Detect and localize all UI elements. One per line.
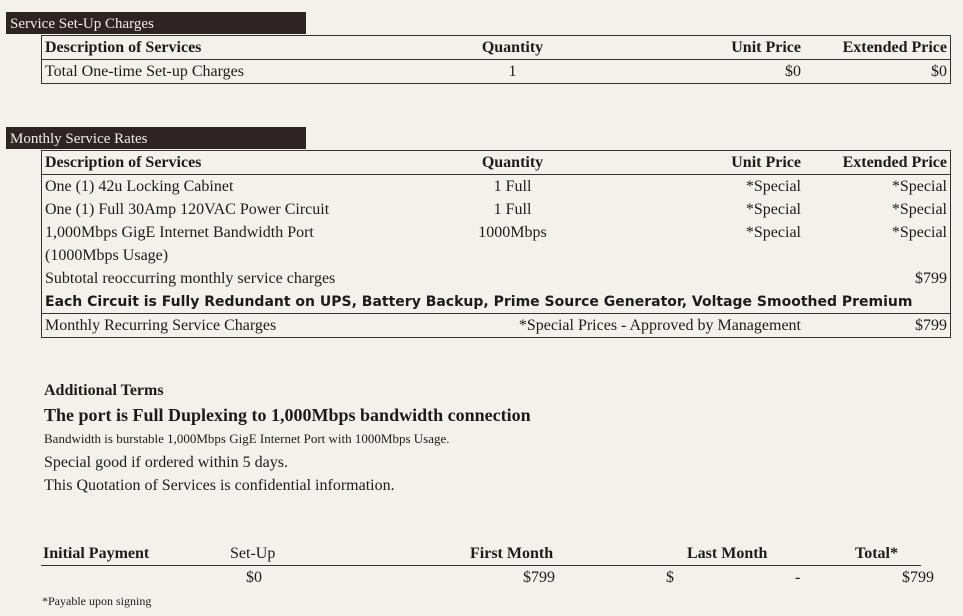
table-row bbox=[42, 221, 951, 244]
terms-confidential-line: This Quotation of Services is confidential information. bbox=[44, 477, 395, 494]
payment-footnote: *Payable upon signing bbox=[42, 594, 152, 608]
setup-label: Set-Up bbox=[230, 545, 276, 562]
header-quantity: Quantity bbox=[481, 38, 544, 56]
table-header-row bbox=[42, 36, 951, 60]
last-month-value: - bbox=[795, 569, 801, 586]
payment-divider bbox=[41, 565, 921, 566]
row-unit-price: *Special bbox=[745, 200, 801, 218]
recurring-charges-row bbox=[42, 314, 951, 338]
header-description: Description of Services bbox=[45, 38, 202, 56]
header-extended-price: Extended Price bbox=[842, 153, 947, 171]
total-label: Total* bbox=[855, 545, 898, 562]
last-month-label: Last Month bbox=[687, 545, 768, 562]
setup-charges-table bbox=[41, 35, 951, 84]
row-extended-price bbox=[804, 244, 951, 267]
row-quantity bbox=[407, 244, 618, 267]
subtotal-value: $799 bbox=[915, 269, 947, 287]
row-extended-price: *Special bbox=[891, 223, 947, 241]
recurring-note: *Special Prices - Approved by Management bbox=[407, 314, 804, 338]
row-unit-price: $0 bbox=[785, 62, 801, 80]
header-description: Description of Services bbox=[45, 153, 202, 171]
row-unit-price bbox=[618, 244, 804, 267]
redundancy-note-row bbox=[42, 290, 951, 314]
monthly-rates-table bbox=[41, 150, 951, 338]
terms-bandwidth-line: Bandwidth is burstable 1,000Mbps GigE Internet Port with 1000Mbps Usage. bbox=[44, 431, 450, 446]
row-description: (1000Mbps Usage) bbox=[45, 246, 169, 264]
first-month-label: First Month bbox=[470, 545, 554, 562]
redundancy-note: Each Circuit is Fully Redundant on UPS, Battery Backup, Prime Source Generator, Voltage Smoothed Premium bbox=[45, 293, 913, 310]
total-value: $799 bbox=[902, 569, 934, 586]
setup-section-title: Service Set-Up Charges bbox=[6, 12, 306, 34]
row-quantity: 1 bbox=[508, 62, 517, 80]
monthly-section-title: Monthly Service Rates bbox=[6, 127, 306, 149]
row-description: One (1) 42u Locking Cabinet bbox=[45, 177, 234, 195]
row-unit-price: *Special bbox=[745, 223, 801, 241]
recurring-value: $799 bbox=[804, 314, 951, 338]
row-description: Total One-time Set-up Charges bbox=[45, 62, 244, 80]
row-quantity: 1000Mbps bbox=[478, 223, 547, 241]
table-row bbox=[42, 175, 951, 199]
last-month-currency: $ bbox=[666, 569, 674, 586]
terms-title: Additional Terms bbox=[44, 382, 164, 399]
table-row bbox=[42, 60, 951, 84]
table-header-row bbox=[42, 151, 951, 175]
header-quantity: Quantity bbox=[481, 153, 544, 171]
row-extended-price: $0 bbox=[931, 62, 947, 80]
table-row bbox=[42, 244, 951, 267]
subtotal-row bbox=[42, 267, 951, 290]
row-quantity: 1 Full bbox=[493, 177, 532, 195]
initial-payment-label: Initial Payment bbox=[43, 545, 150, 562]
row-description: One (1) Full 30Amp 120VAC Power Circuit bbox=[45, 200, 330, 218]
recurring-label: Monthly Recurring Service Charges bbox=[42, 314, 408, 338]
row-unit-price: *Special bbox=[745, 177, 801, 195]
first-month-value: $799 bbox=[523, 569, 555, 586]
row-quantity: 1 Full bbox=[493, 200, 532, 218]
subtotal-label: Subtotal reoccurring monthly service charges bbox=[45, 269, 336, 287]
row-description: 1,000Mbps GigE Internet Bandwidth Port bbox=[45, 223, 314, 241]
terms-special-line: Special good if ordered within 5 days. bbox=[44, 454, 288, 471]
setup-value: $0 bbox=[246, 569, 262, 586]
terms-headline: The port is Full Duplexing to 1,000Mbps bandwidth connection bbox=[44, 405, 531, 425]
table-row bbox=[42, 198, 951, 221]
row-extended-price: *Special bbox=[891, 177, 947, 195]
header-unit-price: Unit Price bbox=[731, 38, 801, 56]
header-unit-price: Unit Price bbox=[731, 153, 801, 171]
header-extended-price: Extended Price bbox=[842, 38, 947, 56]
row-extended-price: *Special bbox=[891, 200, 947, 218]
